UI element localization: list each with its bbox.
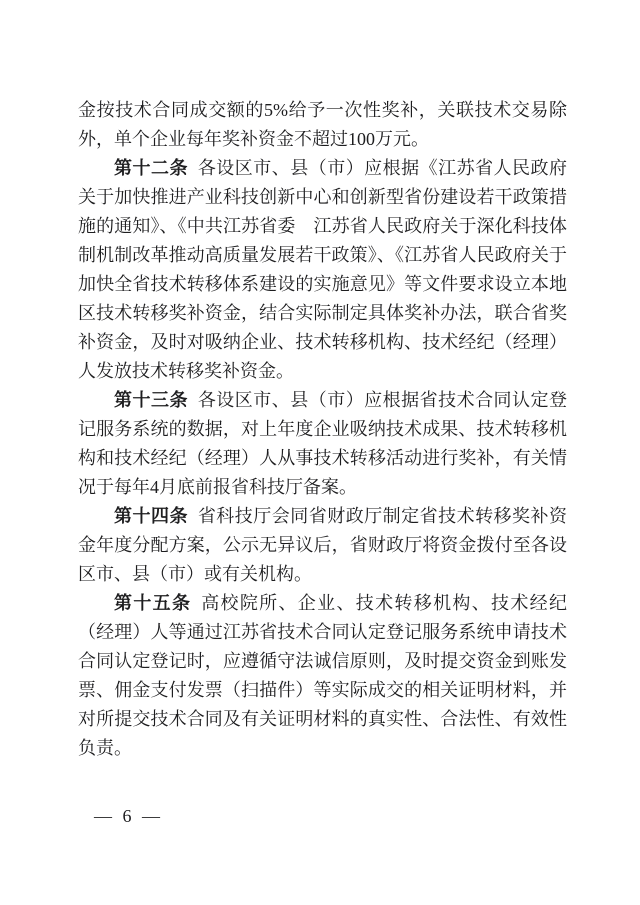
paragraph-text: 金按技术合同成交额的5%给予一次性奖补，关联技术交易除外，单个企业每年奖补资金不超过100万元。	[78, 100, 567, 149]
article-15-text: 高校院所、企业、技术转移机构、技术经纪（经理）人等通过江苏省技术合同认定登记服务系统申请技术合同认定登记时，应遵循守法诚信原则，及时提交资金到账发票、佣金支付发票（扫描件）等实际成交的相关证明材料，并对所提交技术合同及有关证明材料的真实性、合法性、有效性负责。	[78, 593, 568, 758]
article-14-text: 省科技厅会同省财政厅制定省技术转移奖补资金年度分配方案，公示无异议后，省财政厅将资金拨付至各设区市、县（市）或有关机构。	[78, 506, 568, 584]
article-13-label: 第十三条	[114, 390, 188, 410]
article-14-label: 第十四条	[114, 506, 188, 526]
page-number: — 6 —	[94, 806, 163, 826]
paragraph-article-13	[78, 386, 567, 502]
article-13-text: 各设区市、县（市）应根据省技术合同认定登记服务系统的数据，对上年度企业吸纳技术成果、技术转移机构和技术经纪（经理）人从事技术转移活动进行奖补，有关情况于每年4月底前报省科技厅备案。	[78, 390, 568, 497]
paragraph-article-15	[78, 589, 567, 763]
article-15-label: 第十五条	[114, 593, 192, 613]
paragraph-continuation	[78, 96, 567, 154]
article-12-label: 第十二条	[114, 158, 188, 178]
article-12-text: 各设区市、县（市）应根据《江苏省人民政府关于加快推进产业科技创新中心和创新型省份建设若干政策措施的通知》、《中共江苏省委 江苏省人民政府关于深化科技体制机制改革推动高质量发展若干政策》、《江苏省人民政府关于加快全省技术转移体系建设的实施意见》等文件要求设立本地区技术转移奖补资金，结合实际制定具体奖补办法，联合省奖补资金，及时对吸纳企业、技术转移机构、技术经纪（经理）人发放技术转移奖补资金。	[78, 158, 568, 381]
paragraph-article-14	[78, 502, 567, 589]
document-body	[78, 96, 567, 763]
paragraph-article-12	[78, 154, 567, 386]
